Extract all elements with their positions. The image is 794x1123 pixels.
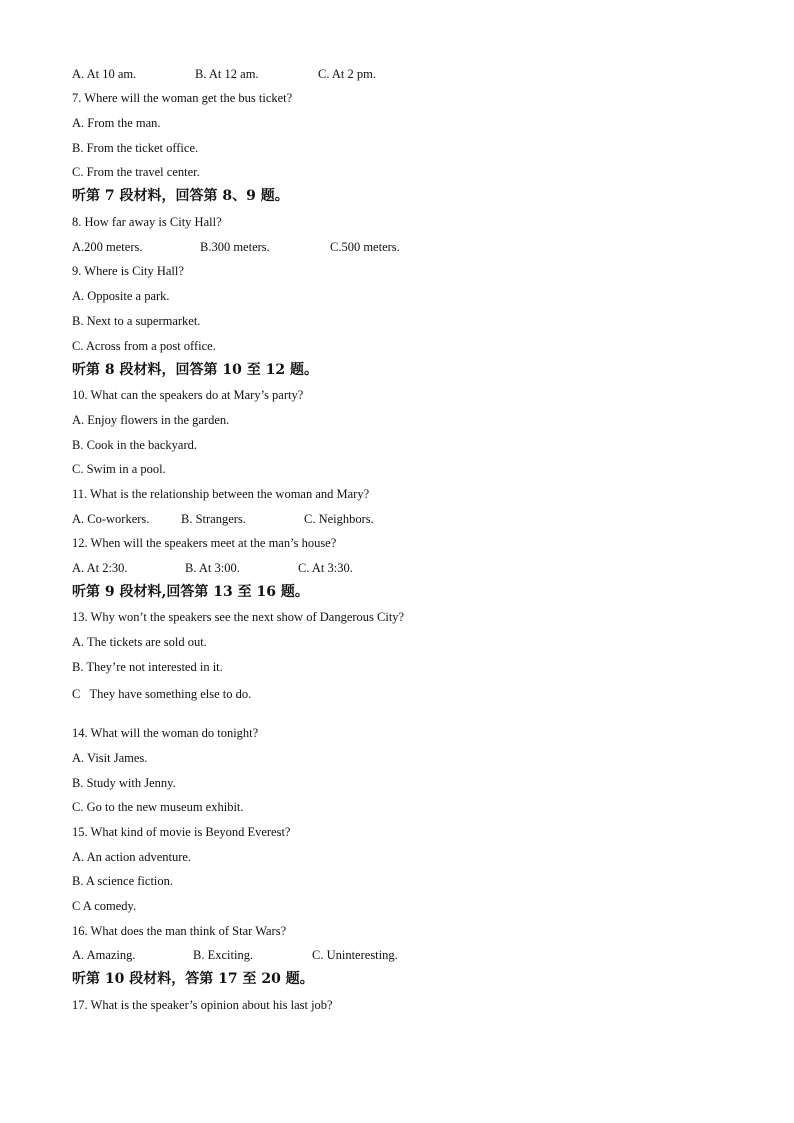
answer-option: C. Swim in a pool. bbox=[72, 462, 166, 476]
section-heading: 听第 7 段材料，回答第 8、9 题。 bbox=[72, 188, 289, 204]
answer-option: C. From the travel center. bbox=[72, 165, 200, 179]
answer-option: A. At 2:30. bbox=[72, 561, 128, 575]
answer-option: B. At 12 am. bbox=[195, 67, 259, 81]
answer-option: C. Go to the new museum exhibit. bbox=[72, 800, 244, 814]
answer-option: C. At 2 pm. bbox=[318, 67, 376, 81]
question-text: 14. What will the woman do tonight? bbox=[72, 726, 259, 740]
answer-option: B. A science fiction. bbox=[72, 874, 174, 888]
answer-option: A. Co-workers. bbox=[72, 512, 150, 526]
question-text: 16. What does the man think of Star Wars? bbox=[72, 924, 287, 938]
answer-option: B. At 3:00. bbox=[185, 561, 240, 575]
answer-option: A. From the man. bbox=[72, 116, 161, 130]
question-text: 11. What is the relationship between the woman and Mary? bbox=[72, 487, 370, 501]
section-heading: 听第 8 段材料，回答第 10 至 12 题。 bbox=[72, 362, 318, 378]
answer-option: B. Exciting. bbox=[193, 948, 254, 962]
answer-option: A. Amazing. bbox=[72, 948, 136, 962]
answer-option: C. Across from a post office. bbox=[72, 339, 216, 353]
answer-option: C A comedy. bbox=[72, 899, 137, 913]
question-text: 13. Why won’t the speakers see the next show of Dangerous City? bbox=[72, 610, 405, 624]
answer-option: B.300 meters. bbox=[200, 240, 270, 254]
question-text: 12. When will the speakers meet at the man’s house? bbox=[72, 536, 337, 550]
answer-option: A. Visit James. bbox=[72, 751, 148, 765]
question-text: 10. What can the speakers do at Mary’s party? bbox=[72, 388, 304, 402]
answer-option: C They have something else to do. bbox=[72, 687, 252, 701]
answer-option: C. At 3:30. bbox=[298, 561, 353, 575]
answer-option: A. At 10 am. bbox=[72, 67, 137, 81]
question-text: 17. What is the speaker’s opinion about his last job? bbox=[72, 998, 333, 1012]
answer-option: B. They’re not interested in it. bbox=[72, 660, 223, 674]
question-text: 8. How far away is City Hall? bbox=[72, 215, 222, 229]
section-heading: 听第 10 段材料，答第 17 至 20 题。 bbox=[72, 971, 314, 987]
question-text: 7. Where will the woman get the bus ticket? bbox=[72, 91, 293, 105]
answer-option: B. Next to a supermarket. bbox=[72, 314, 201, 328]
answer-option: C. Neighbors. bbox=[304, 512, 374, 526]
section-heading: 听第 9 段材料,回答第 13 至 16 题。 bbox=[72, 584, 309, 600]
answer-option: A. An action adventure. bbox=[72, 850, 192, 864]
answer-option: C. Uninteresting. bbox=[312, 948, 398, 962]
answer-option: A. Opposite a park. bbox=[72, 289, 170, 303]
answer-option: B. Study with Jenny. bbox=[72, 776, 176, 790]
answer-option: B. From the ticket office. bbox=[72, 141, 199, 155]
answer-option: B. Cook in the backyard. bbox=[72, 438, 197, 452]
question-text: 15. What kind of movie is Beyond Everest? bbox=[72, 825, 291, 839]
answer-option: A. Enjoy flowers in the garden. bbox=[72, 413, 230, 427]
question-text: 9. Where is City Hall? bbox=[72, 264, 184, 278]
answer-option: A. The tickets are sold out. bbox=[72, 635, 207, 649]
answer-option: B. Strangers. bbox=[181, 512, 246, 526]
answer-option: A.200 meters. bbox=[72, 240, 143, 254]
answer-option: C.500 meters. bbox=[330, 240, 400, 254]
